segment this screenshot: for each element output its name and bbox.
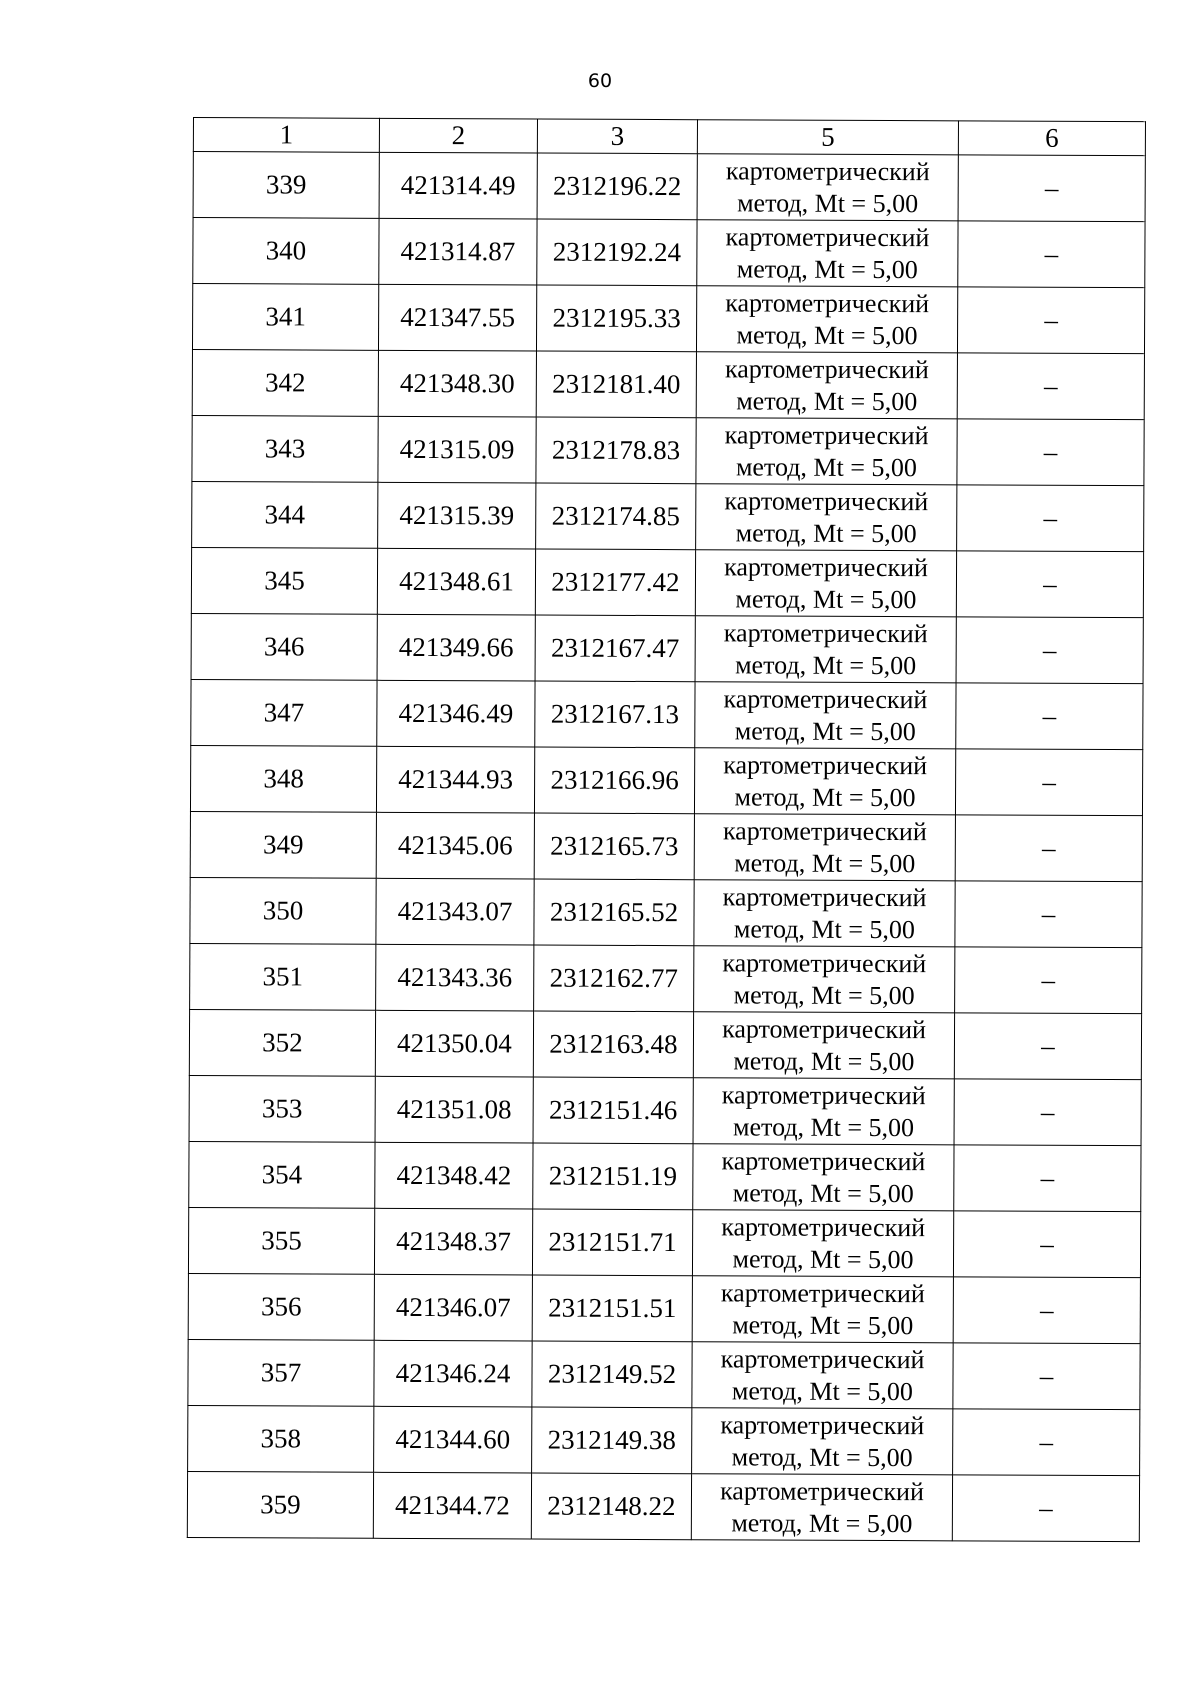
y-coordinate-cell: 2312166.96 <box>534 747 694 814</box>
point-number-cell: 347 <box>191 679 377 746</box>
method-cell <box>697 220 958 287</box>
x-coordinate-cell: 421348.42 <box>375 1142 533 1209</box>
y-coordinate-cell: 2312148.22 <box>531 1473 691 1540</box>
point-number-cell: 358 <box>188 1405 374 1472</box>
y-coordinate-cell: 2312192.24 <box>537 219 697 286</box>
x-coordinate-cell: 421344.60 <box>374 1406 532 1473</box>
table-row <box>191 613 1143 683</box>
header-col-6: 6 <box>958 121 1145 156</box>
x-coordinate-cell: 421348.30 <box>378 350 536 417</box>
header-col-5: 5 <box>697 120 958 155</box>
y-coordinate-cell: 2312181.40 <box>536 351 696 418</box>
column-6-cell: – <box>953 1409 1140 1476</box>
point-number-cell: 339 <box>193 152 379 219</box>
point-number-cell: 356 <box>188 1273 374 1340</box>
y-coordinate-cell: 2312178.83 <box>536 417 696 484</box>
y-coordinate-cell: 2312151.51 <box>532 1275 692 1342</box>
y-coordinate-cell: 2312151.71 <box>532 1209 692 1276</box>
x-coordinate-cell: 421314.87 <box>379 218 537 285</box>
method-line-1: картометрический <box>720 1277 925 1308</box>
y-coordinate-cell: 2312174.85 <box>536 483 696 550</box>
method-cell <box>694 814 955 881</box>
column-6-cell: – <box>955 749 1142 816</box>
x-coordinate-cell: 421350.04 <box>375 1010 533 1077</box>
method-line-2: метод, Mt = 5,00 <box>732 1177 914 1208</box>
header-col-3: 3 <box>537 119 697 154</box>
column-6-cell: – <box>953 1211 1140 1278</box>
point-number-cell: 359 <box>187 1471 373 1538</box>
point-number-cell: 346 <box>191 613 377 680</box>
method-line-1: картометрический <box>723 683 928 714</box>
method-cell <box>691 1474 952 1541</box>
method-line-1: картометрический <box>720 1475 924 1506</box>
table-row <box>192 415 1144 485</box>
y-coordinate-cell: 2312177.42 <box>535 549 695 616</box>
method-cell <box>693 1078 954 1145</box>
table-row <box>192 481 1144 551</box>
column-6-cell: – <box>956 683 1143 750</box>
x-coordinate-cell: 421345.06 <box>376 812 534 879</box>
method-line-1: картометрический <box>724 485 929 516</box>
table-row <box>191 679 1143 749</box>
y-coordinate-cell: 2312165.73 <box>534 813 694 880</box>
table-row <box>189 1009 1141 1079</box>
table-row <box>190 943 1142 1013</box>
point-number-cell: 349 <box>190 811 376 878</box>
point-number-cell: 355 <box>188 1207 374 1274</box>
method-line-1: картометрический <box>724 419 929 450</box>
method-line-2: метод, Mt = 5,00 <box>732 1309 914 1340</box>
column-6-cell: – <box>955 881 1142 948</box>
method-cell <box>694 880 955 947</box>
x-coordinate-cell: 421314.49 <box>379 152 537 219</box>
method-line-2: метод, Mt = 5,00 <box>733 1045 915 1076</box>
method-line-1: картометрический <box>725 221 930 252</box>
x-coordinate-cell: 421315.09 <box>378 416 536 483</box>
column-6-cell: – <box>954 1145 1141 1212</box>
x-coordinate-cell: 421343.07 <box>376 878 534 945</box>
method-cell <box>695 616 956 683</box>
method-line-1: картометрический <box>722 881 927 912</box>
point-number-cell: 341 <box>192 284 378 351</box>
y-coordinate-cell: 2312167.47 <box>535 615 695 682</box>
method-line-2: метод, Mt = 5,00 <box>733 1111 915 1142</box>
method-line-2: метод, Mt = 5,00 <box>736 253 918 284</box>
method-cell <box>694 946 955 1013</box>
method-cell <box>694 748 955 815</box>
method-line-1: картометрический <box>722 947 927 978</box>
table-row <box>191 547 1143 617</box>
method-cell <box>692 1276 953 1343</box>
y-coordinate-cell: 2312151.46 <box>533 1077 693 1144</box>
column-6-cell: – <box>958 155 1145 222</box>
method-cell <box>693 1012 954 1079</box>
method-line-2: метод, Mt = 5,00 <box>735 583 917 614</box>
y-coordinate-cell: 2312195.33 <box>536 285 696 352</box>
x-coordinate-cell: 421347.55 <box>378 284 536 351</box>
point-number-cell: 348 <box>190 745 376 812</box>
table-row <box>192 349 1144 419</box>
table-row <box>189 1075 1141 1145</box>
table-row <box>188 1207 1140 1277</box>
table-row <box>193 218 1145 288</box>
x-coordinate-cell: 421346.07 <box>374 1274 532 1341</box>
table-body <box>187 152 1145 1542</box>
header-col-2: 2 <box>379 118 537 153</box>
point-number-cell: 345 <box>191 547 377 614</box>
y-coordinate-cell: 2312149.38 <box>532 1407 692 1474</box>
method-line-1: картометрический <box>721 1211 926 1242</box>
header-row <box>193 118 1145 156</box>
method-cell <box>695 550 956 617</box>
method-line-1: картометрический <box>722 1013 926 1044</box>
x-coordinate-cell: 421351.08 <box>375 1076 533 1143</box>
y-coordinate-cell: 2312165.52 <box>534 879 694 946</box>
table-row <box>188 1405 1140 1475</box>
table-row <box>188 1339 1140 1409</box>
point-number-cell: 342 <box>192 349 378 416</box>
column-6-cell: – <box>957 353 1144 420</box>
method-line-2: метод, Mt = 5,00 <box>734 781 916 812</box>
point-number-cell: 357 <box>188 1339 374 1406</box>
coordinates-table <box>187 117 1146 1542</box>
table-row <box>190 877 1142 947</box>
column-6-cell: – <box>957 287 1144 354</box>
column-6-cell: – <box>958 221 1145 288</box>
method-line-1: картометрический <box>723 749 928 780</box>
x-coordinate-cell: 421315.39 <box>378 482 536 549</box>
method-cell <box>692 1210 953 1277</box>
method-cell <box>692 1342 953 1409</box>
method-line-2: метод, Mt = 5,00 <box>735 649 917 680</box>
point-number-cell: 350 <box>190 877 376 944</box>
method-line-2: метод, Mt = 5,00 <box>735 451 918 482</box>
method-line-2: метод, Mt = 5,00 <box>731 1507 913 1538</box>
point-number-cell: 340 <box>193 218 379 285</box>
table-row <box>188 1273 1140 1343</box>
method-line-2: метод, Mt = 5,00 <box>734 847 916 878</box>
method-line-2: метод, Mt = 5,00 <box>736 385 918 416</box>
method-cell <box>692 1408 953 1475</box>
method-line-1: картометрический <box>725 155 930 186</box>
method-cell <box>696 352 957 419</box>
column-6-cell: – <box>955 947 1142 1014</box>
column-6-cell: – <box>953 1277 1140 1344</box>
x-coordinate-cell: 421348.37 <box>374 1208 532 1275</box>
method-line-1: картометрический <box>725 287 930 318</box>
column-6-cell: – <box>954 1079 1141 1146</box>
x-coordinate-cell: 421343.36 <box>376 944 534 1011</box>
point-number-cell: 351 <box>190 943 376 1010</box>
table-row <box>190 745 1142 815</box>
table-row <box>187 1471 1139 1541</box>
method-line-1: картометрический <box>720 1409 925 1440</box>
method-line-1: картометрический <box>721 1145 926 1176</box>
header-col-1: 1 <box>193 118 379 153</box>
table-row <box>193 152 1145 222</box>
method-cell <box>696 418 957 485</box>
x-coordinate-cell: 421344.93 <box>376 746 534 813</box>
column-6-cell: – <box>953 1343 1140 1410</box>
method-cell <box>696 484 957 551</box>
y-coordinate-cell: 2312163.48 <box>533 1011 693 1078</box>
method-line-1: картометрический <box>720 1343 925 1374</box>
page-number: 60 <box>587 70 613 92</box>
method-line-2: метод, Mt = 5,00 <box>733 913 916 944</box>
method-line-1: картометрический <box>721 1079 926 1110</box>
point-number-cell: 343 <box>192 415 378 482</box>
column-6-cell: – <box>957 419 1144 486</box>
x-coordinate-cell: 421349.66 <box>377 614 535 681</box>
point-number-cell: 344 <box>192 481 378 548</box>
column-6-cell: – <box>956 551 1143 618</box>
method-cell <box>695 682 956 749</box>
y-coordinate-cell: 2312149.52 <box>532 1341 692 1408</box>
method-cell <box>696 286 957 353</box>
column-6-cell: – <box>957 485 1144 552</box>
x-coordinate-cell: 421346.49 <box>377 680 535 747</box>
column-6-cell: – <box>956 617 1143 684</box>
method-cell <box>697 154 958 221</box>
method-line-2: метод, Mt = 5,00 <box>732 1243 914 1274</box>
method-line-2: метод, Mt = 5,00 <box>734 715 916 746</box>
x-coordinate-cell: 421346.24 <box>374 1340 532 1407</box>
table-header <box>193 118 1145 156</box>
method-line-2: метод, Mt = 5,00 <box>735 517 917 548</box>
table-row <box>189 1141 1141 1211</box>
method-line-2: метод, Mt = 5,00 <box>737 187 919 218</box>
method-line-2: метод, Mt = 5,00 <box>731 1441 913 1472</box>
table-row <box>192 284 1144 354</box>
method-line-1: картометрический <box>722 815 927 846</box>
method-line-1: картометрический <box>724 551 929 582</box>
column-6-cell: – <box>952 1475 1139 1542</box>
y-coordinate-cell: 2312162.77 <box>534 945 694 1012</box>
y-coordinate-cell: 2312151.19 <box>533 1143 693 1210</box>
column-6-cell: – <box>955 815 1142 882</box>
method-line-1: картометрический <box>723 617 928 648</box>
y-coordinate-cell: 2312167.13 <box>535 681 695 748</box>
method-line-2: метод, Mt = 5,00 <box>731 1375 914 1406</box>
method-line-2: метод, Mt = 5,00 <box>736 319 918 350</box>
table-row <box>190 811 1142 881</box>
column-6-cell: – <box>954 1013 1141 1080</box>
method-line-1: картометрический <box>724 353 929 384</box>
point-number-cell: 353 <box>189 1075 375 1142</box>
point-number-cell: 352 <box>189 1009 375 1076</box>
x-coordinate-cell: 421344.72 <box>373 1472 531 1539</box>
method-line-2: метод, Mt = 5,00 <box>733 979 915 1010</box>
y-coordinate-cell: 2312196.22 <box>537 153 697 220</box>
point-number-cell: 354 <box>189 1141 375 1208</box>
x-coordinate-cell: 421348.61 <box>377 548 535 615</box>
method-cell <box>693 1144 954 1211</box>
